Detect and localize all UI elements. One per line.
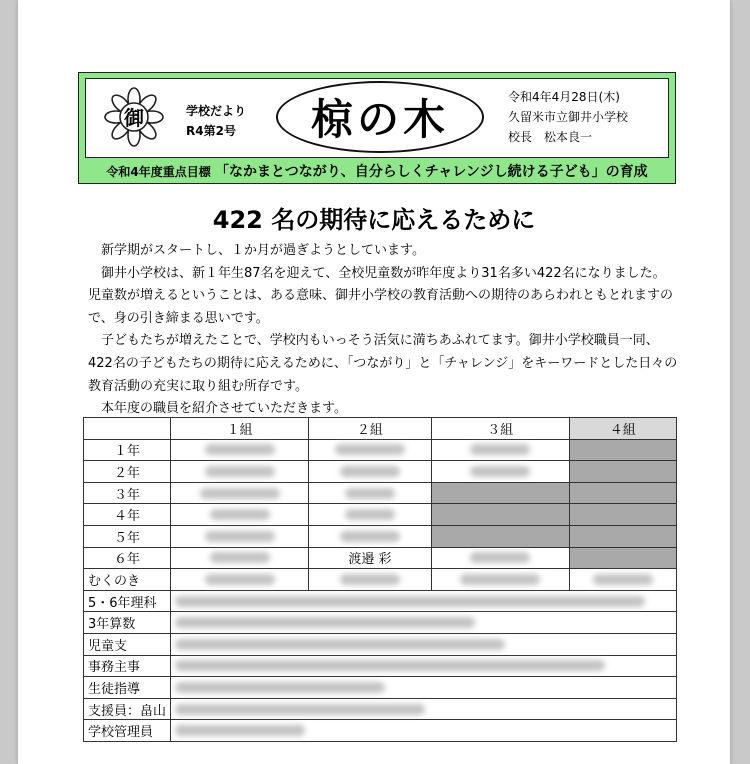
table-row: [84, 461, 677, 483]
paragraph: 新学期がスタートし、１か月が過ぎようとしています。: [101, 243, 425, 258]
row-label: 支援員：畠山: [84, 698, 171, 720]
issue-date: 令和4年4月28日(木): [508, 90, 620, 104]
paragraph: 本年度の職員を紹介させていただきます。: [101, 401, 347, 417]
row-label: 児童支: [84, 633, 171, 655]
table-row: [84, 698, 677, 720]
principal-name: 校長 松本良一: [508, 130, 593, 144]
paragraph: 子どもたちが増えたことで、学校内もいっそう活気に満ちあふれてます。御井小学校職員一同、422名の子どもたちの期待に応えるために、「つながり」と「チャレンジ」をキーワードとした日々の教育活動の充実に取り組む所存です。: [88, 333, 678, 394]
table-row: [84, 720, 677, 742]
table-row: [84, 482, 677, 504]
publication-info: [186, 101, 246, 141]
header-cell: ２組: [309, 418, 432, 440]
header-cell: ４組: [569, 418, 676, 440]
table-row: [84, 439, 677, 461]
table-row: [84, 655, 677, 677]
table-row: [84, 525, 677, 547]
row-label: 生徒指導: [84, 677, 171, 699]
newsletter-page: [18, 0, 730, 764]
header-cell: [84, 418, 171, 440]
goal-text: 「なかまとつながり、自分らしくチャレンジし続ける子ども」の育成: [214, 164, 648, 180]
row-label: ３年: [84, 482, 171, 504]
staff-table: [83, 417, 677, 742]
school-name: 久留米市立御井小学校: [508, 110, 629, 124]
table-row: [84, 612, 677, 634]
row-label: 5・6年理科: [84, 590, 171, 612]
row-label: 3年算数: [84, 612, 171, 634]
row-label: ４年: [84, 504, 171, 526]
table-row: [84, 677, 677, 699]
newsletter-title: 椋の木: [310, 95, 449, 144]
newsletter-label: 学校だより: [186, 104, 247, 118]
goal-label: 令和4年度重点目標: [106, 165, 211, 179]
table-row: [84, 504, 677, 526]
table-row: [84, 547, 677, 569]
row-label: ５年: [84, 525, 171, 547]
row-label: むくのき: [84, 569, 171, 591]
table-row: [84, 590, 677, 612]
table-header-row: [84, 418, 677, 440]
table-row: [84, 569, 677, 591]
issue-details: [508, 87, 628, 147]
header-cell: ３組: [431, 418, 569, 440]
masthead: [85, 78, 669, 158]
row-label: １年: [84, 439, 171, 461]
row-label: 事務主事: [84, 655, 171, 677]
svg-text:御: 御: [124, 106, 144, 130]
row-label: 学校管理員: [84, 720, 171, 742]
row-label: ６年: [84, 547, 171, 569]
article-heading: 422 名の期待に応えるために: [212, 206, 536, 234]
title-oval: [276, 81, 484, 153]
table-row: [84, 633, 677, 655]
row-label: ２年: [84, 461, 171, 483]
staff-name: 渡邉 彩: [309, 547, 432, 569]
article-body: [88, 240, 678, 421]
header-cell: １組: [171, 418, 309, 440]
newsletter-header: [78, 72, 676, 184]
paragraph: 御井小学校は、新１年生87名を迎えて、全校児童数が昨年度より31名多い422名になりました。児童数が増えるということは、ある意味、御井小学校の教育活動への期待のあらわれともとれますので、身の引き締まる思いです。: [88, 265, 674, 326]
school-seal-icon: [102, 85, 166, 149]
issue-number: R4第2号: [186, 124, 236, 138]
school-goal: [85, 161, 669, 181]
